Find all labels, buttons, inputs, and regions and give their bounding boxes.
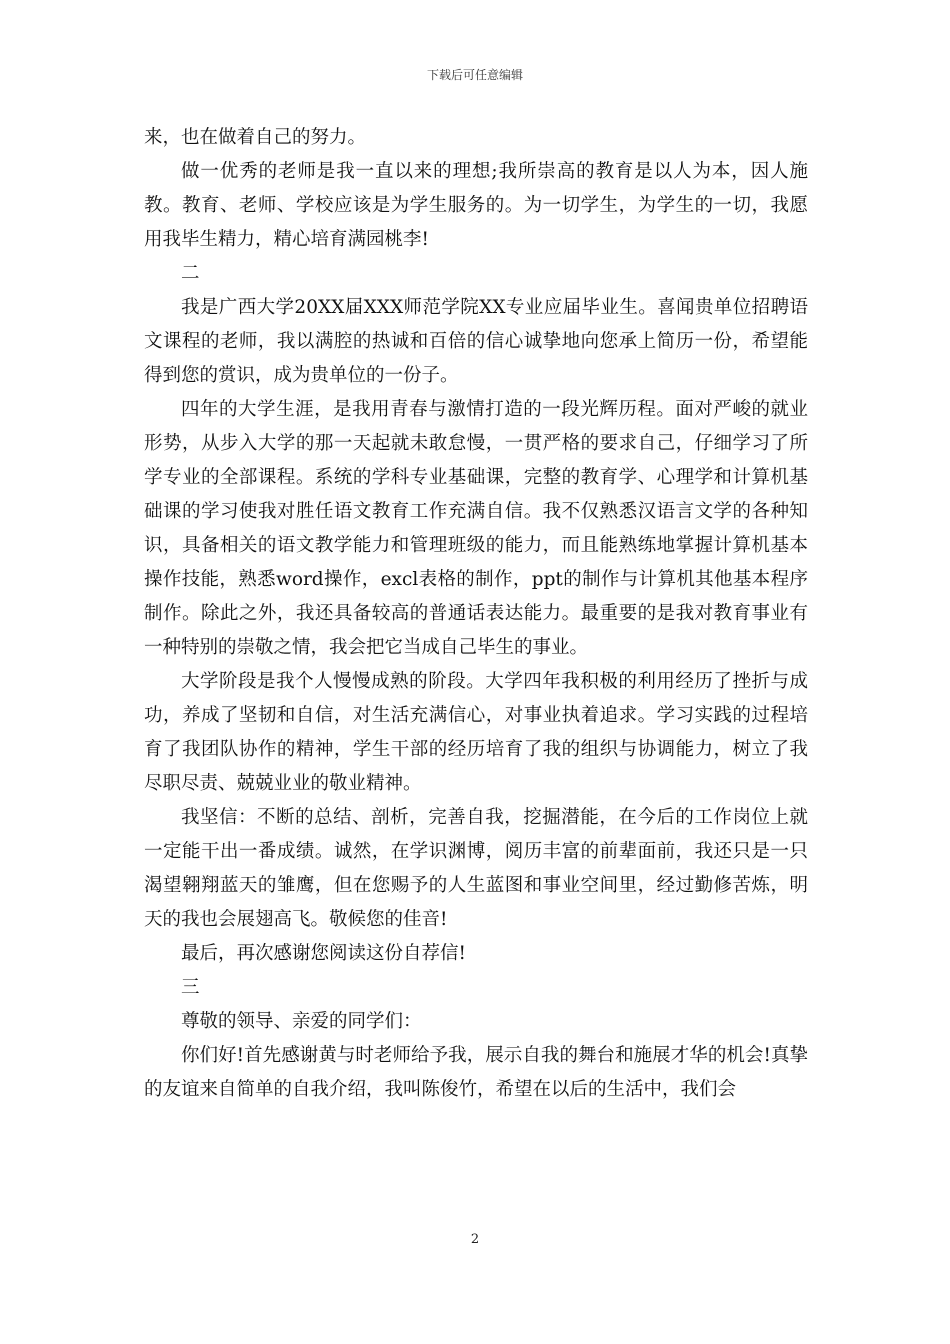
section-heading-three: 三: [181, 977, 200, 998]
paragraph-greeting: 你们好!首先感谢黄与时老师给予我，展示自我的舞台和施展才华的机会!真挚的友谊来自简单的自我介绍，我叫陈俊竹，希望在以后的生活中，我们会: [144, 1045, 808, 1100]
paragraph-teacher-ideal: 做一优秀的老师是我一直以来的理想;我所崇高的教育是以人为本，因人施教。教育、老师、学校应该是为学生服务的。为一切学生，为学生的一切，我愿用我毕生精力，精心培育满园桃李!: [144, 161, 808, 250]
page-number: 2: [470, 1232, 480, 1247]
paragraph-maturity: 大学阶段是我个人慢慢成熟的阶段。大学四年我积极的利用经历了挫折与成功，养成了坚韧和自信，对生活充满信心，对事业执着追求。学习实践的过程培育了我团队协作的精神，学生干部的经历培育了我的组织与协调能力，树立了我尽职尽责、兢兢业业的敬业精神。: [144, 671, 808, 794]
section-heading-two: 二: [181, 263, 200, 284]
paragraph-salutation: 尊敬的领导、亲爱的同学们：: [181, 1011, 422, 1032]
paragraph-university-life: 四年的大学生涯，是我用青春与激情打造的一段光辉历程。面对严峻的就业形势，从步入大学的那一天起就未敢怠慢，一贯严格的要求自己，仔细学习了所学专业的全部课程。系统的学科专业基础课，完整的教育学、心理学和计算机基础课的学习使我对胜任语文教育工作充满自信。我不仅熟悉汉语言文学的各种知识，具备相关的语文教学能力和管理班级的能力，而且能熟练地掌握计算机基本操作技能，熟悉word操作，excl表格的制作，ppt的制作与计算机其他基本程序制作。除此之外，我还具备较高的普通话表达能力。最重要的是我对教育事业有一种特别的崇敬之情，我会把它当成自己毕生的事业。: [144, 399, 808, 658]
paragraph-belief: 我坚信：不断的总结、剖析，完善自我，挖掘潜能，在今后的工作岗位上就一定能干出一番成绩。诚然，在学识渊博，阅历丰富的前辈面前，我还只是一只渴望翱翔蓝天的雏鹰，但在您赐予的人生蓝图和事业空间里，经过勤修苦炼，明天的我也会展翅高飞。敬候您的佳音!: [144, 807, 808, 930]
paragraph-introduction: 我是广西大学20XX届XXX师范学院XX专业应届毕业生。喜闻贵单位招聘语文课程的老师，我以满腔的热诚和百倍的信心诚挚地向您承上简历一份，希望能得到您的赏识，成为贵单位的一份子。: [144, 297, 808, 386]
page-header: 下载后可任意编辑: [426, 68, 523, 82]
document-body: [144, 121, 808, 1107]
paragraph-thanks: 最后，再次感谢您阅读这份自荐信!: [181, 943, 466, 964]
paragraph-continuation: 来，也在做着自己的努力。: [144, 127, 367, 148]
